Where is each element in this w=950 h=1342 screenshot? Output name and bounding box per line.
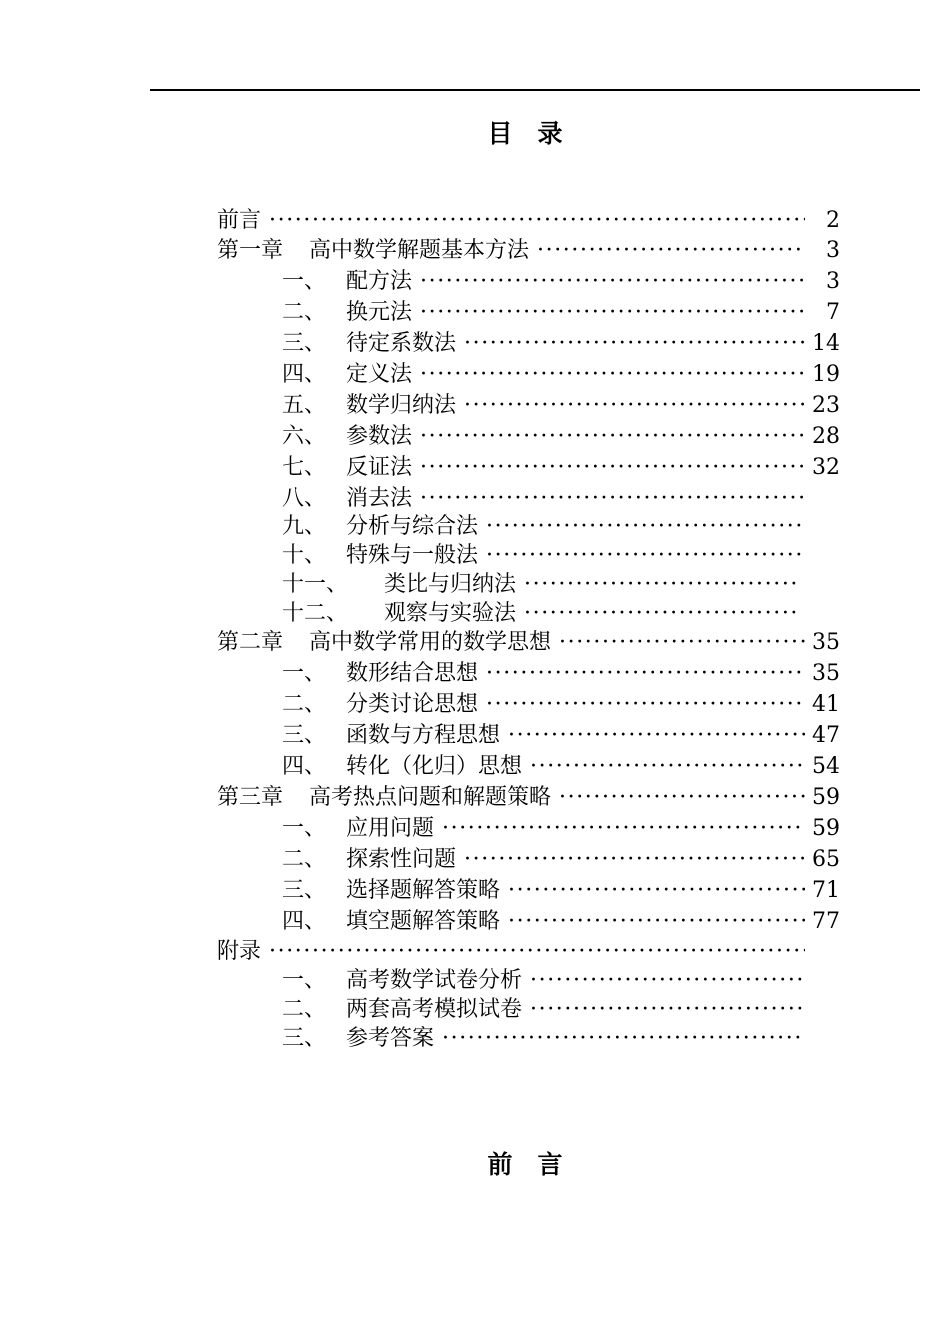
toc-entry-number: 六、: [282, 424, 327, 449]
toc-entry-page: 2: [826, 208, 840, 233]
toc-entry-title: 参考答案: [346, 1026, 435, 1051]
toc-entry[interactable]: [217, 784, 840, 812]
toc-entry[interactable]: [217, 938, 840, 966]
toc-entry-number: 十二、: [282, 601, 349, 626]
toc-entry[interactable]: [282, 691, 840, 719]
dot-leader: [269, 938, 805, 966]
toc-entry-page: 14: [812, 331, 840, 356]
toc-entry-title: 反证法: [346, 455, 413, 480]
toc-entry[interactable]: [217, 207, 840, 235]
dot-leader: [486, 691, 805, 719]
dot-leader: [269, 207, 805, 235]
toc-entry[interactable]: [282, 753, 840, 781]
toc-entry[interactable]: [282, 996, 840, 1024]
toc-entry-title: 转化（化归）思想: [346, 754, 523, 779]
toc-entry[interactable]: [282, 877, 840, 905]
toc-entry-number: 三、: [282, 331, 327, 356]
toc-entry-page: 41: [812, 692, 840, 717]
dot-leader: [464, 846, 805, 874]
toc-entry-title: 配方法: [346, 269, 413, 294]
toc-entry-number: 三、: [282, 1026, 327, 1051]
toc-entry-number: 二、: [282, 300, 327, 325]
dot-leader: [524, 571, 800, 599]
toc-entry[interactable]: [282, 299, 840, 327]
toc-entry-page: 35: [812, 661, 840, 686]
toc-entry-number: 五、: [282, 393, 327, 418]
toc-entry-title: 两套高考模拟试卷: [346, 997, 523, 1022]
toc-entry-title: 定义法: [346, 362, 413, 387]
toc-entry-number: 四、: [282, 909, 327, 934]
dot-leader: [442, 1025, 805, 1053]
toc-entry-page: 59: [812, 816, 840, 841]
dot-leader: [559, 784, 805, 812]
toc-entry-number: 第二章: [217, 630, 284, 655]
toc-entry-title: 高中数学解题基本方法: [309, 238, 530, 263]
toc-entry-number: 八、: [282, 486, 327, 511]
toc-entry-title: 前言: [217, 208, 262, 233]
toc-entry[interactable]: [282, 330, 840, 358]
toc-entry-number: 一、: [282, 816, 327, 841]
toc-entry-number: 第一章: [217, 238, 284, 263]
toc-entry-number: 九、: [282, 514, 327, 539]
toc-entry-number: 一、: [282, 661, 327, 686]
toc-entry-number: 十一、: [282, 572, 349, 597]
toc-entry-number: 十、: [282, 543, 327, 568]
toc-entry-number: 三、: [282, 723, 327, 748]
toc-entry[interactable]: [217, 237, 840, 265]
toc-entry[interactable]: [282, 423, 840, 451]
toc-entry[interactable]: [282, 815, 840, 843]
dot-leader: [537, 237, 805, 265]
dot-leader: [420, 454, 805, 482]
toc-entry[interactable]: [282, 571, 840, 599]
toc-entry-page: 35: [812, 630, 840, 655]
toc-entry-title: 类比与归纳法: [384, 572, 517, 597]
toc-entry[interactable]: [282, 542, 840, 570]
dot-leader: [420, 423, 805, 451]
toc-entry[interactable]: [282, 600, 840, 628]
header-rule: [150, 89, 920, 91]
dot-leader: [508, 908, 805, 936]
dot-leader: [508, 877, 805, 905]
toc-entry-number: 二、: [282, 997, 327, 1022]
toc-entry-page: 28: [812, 424, 840, 449]
dot-leader: [420, 299, 805, 327]
toc-entry-number: 七、: [282, 455, 327, 480]
preface-title: 前 言: [487, 1150, 563, 1179]
toc-entry-page: 19: [812, 362, 840, 387]
toc-entry-page: 3: [826, 238, 840, 263]
dot-leader: [486, 513, 805, 541]
toc-entry[interactable]: [282, 392, 840, 420]
toc-entry[interactable]: [282, 722, 840, 750]
toc-entry-number: 三、: [282, 878, 327, 903]
toc-entry-page: 54: [812, 754, 840, 779]
toc-entry[interactable]: [282, 846, 840, 874]
toc-entry-title: 选择题解答策略: [346, 878, 501, 903]
dot-leader: [420, 361, 805, 389]
dot-leader: [530, 996, 805, 1024]
toc-entry-title: 分析与综合法: [346, 514, 479, 539]
toc-entry-page: 71: [812, 878, 840, 903]
toc-entry-number: 一、: [282, 269, 327, 294]
dot-leader: [464, 392, 805, 420]
toc-entry-title: 数学归纳法: [346, 393, 457, 418]
toc-entry-page: 7: [826, 300, 840, 325]
toc-entry-number: 第三章: [217, 785, 284, 810]
toc-entry-page: 47: [812, 723, 840, 748]
toc-entry[interactable]: [282, 967, 840, 995]
toc-entry-page: 65: [812, 847, 840, 872]
toc-entry[interactable]: [282, 485, 840, 513]
toc-entry-page: 3: [826, 269, 840, 294]
toc-entry-page: 32: [812, 455, 840, 480]
toc-entry-title: 高考数学试卷分析: [346, 968, 523, 993]
toc-entry-title: 探索性问题: [346, 847, 457, 872]
dot-leader: [559, 629, 805, 657]
dot-leader: [486, 660, 805, 688]
toc-entry-page: 23: [812, 393, 840, 418]
dot-leader: [530, 967, 805, 995]
toc-entry-title: 应用问题: [346, 816, 435, 841]
toc-entry-title: 高中数学常用的数学思想: [309, 630, 552, 655]
toc-entry-page: 59: [812, 785, 840, 810]
toc-entry-page: 77: [812, 909, 840, 934]
toc-entry[interactable]: [282, 454, 840, 482]
dot-leader: [530, 753, 805, 781]
toc-entry-title: 特殊与一般法: [346, 543, 479, 568]
dot-leader: [524, 600, 800, 628]
toc-entry-title: 参数法: [346, 424, 413, 449]
toc-entry-number: 四、: [282, 754, 327, 779]
toc-entry-title: 分类讨论思想: [346, 692, 479, 717]
toc-entry[interactable]: [282, 513, 840, 541]
toc-entry-title: 消去法: [346, 486, 413, 511]
dot-leader: [420, 268, 805, 296]
toc-entry-title: 观察与实验法: [384, 601, 517, 626]
dot-leader: [508, 722, 805, 750]
toc-entry-number: 二、: [282, 692, 327, 717]
toc-entry-title: 数形结合思想: [346, 661, 479, 686]
toc-entry-title: 待定系数法: [346, 331, 457, 356]
toc-entry-number: 一、: [282, 968, 327, 993]
toc-entry[interactable]: [217, 629, 840, 657]
toc-entry-title: 换元法: [346, 300, 413, 325]
toc-entry-title: 填空题解答策略: [346, 909, 501, 934]
toc-entry-title: 函数与方程思想: [346, 723, 501, 748]
toc-entry-title: 附录: [217, 939, 262, 964]
toc-entry-number: 二、: [282, 847, 327, 872]
dot-leader: [486, 542, 805, 570]
dot-leader: [464, 330, 805, 358]
toc-entry[interactable]: [282, 268, 840, 296]
toc-entry-number: 四、: [282, 362, 327, 387]
toc-entry[interactable]: [282, 361, 840, 389]
dot-leader: [420, 485, 805, 513]
dot-leader: [442, 815, 805, 843]
toc-entry-title: 高考热点问题和解题策略: [309, 785, 552, 810]
toc-entry[interactable]: [282, 1025, 840, 1053]
toc-entry[interactable]: [282, 908, 840, 936]
toc-title: 目 录: [487, 119, 563, 148]
toc-entry[interactable]: [282, 660, 840, 688]
